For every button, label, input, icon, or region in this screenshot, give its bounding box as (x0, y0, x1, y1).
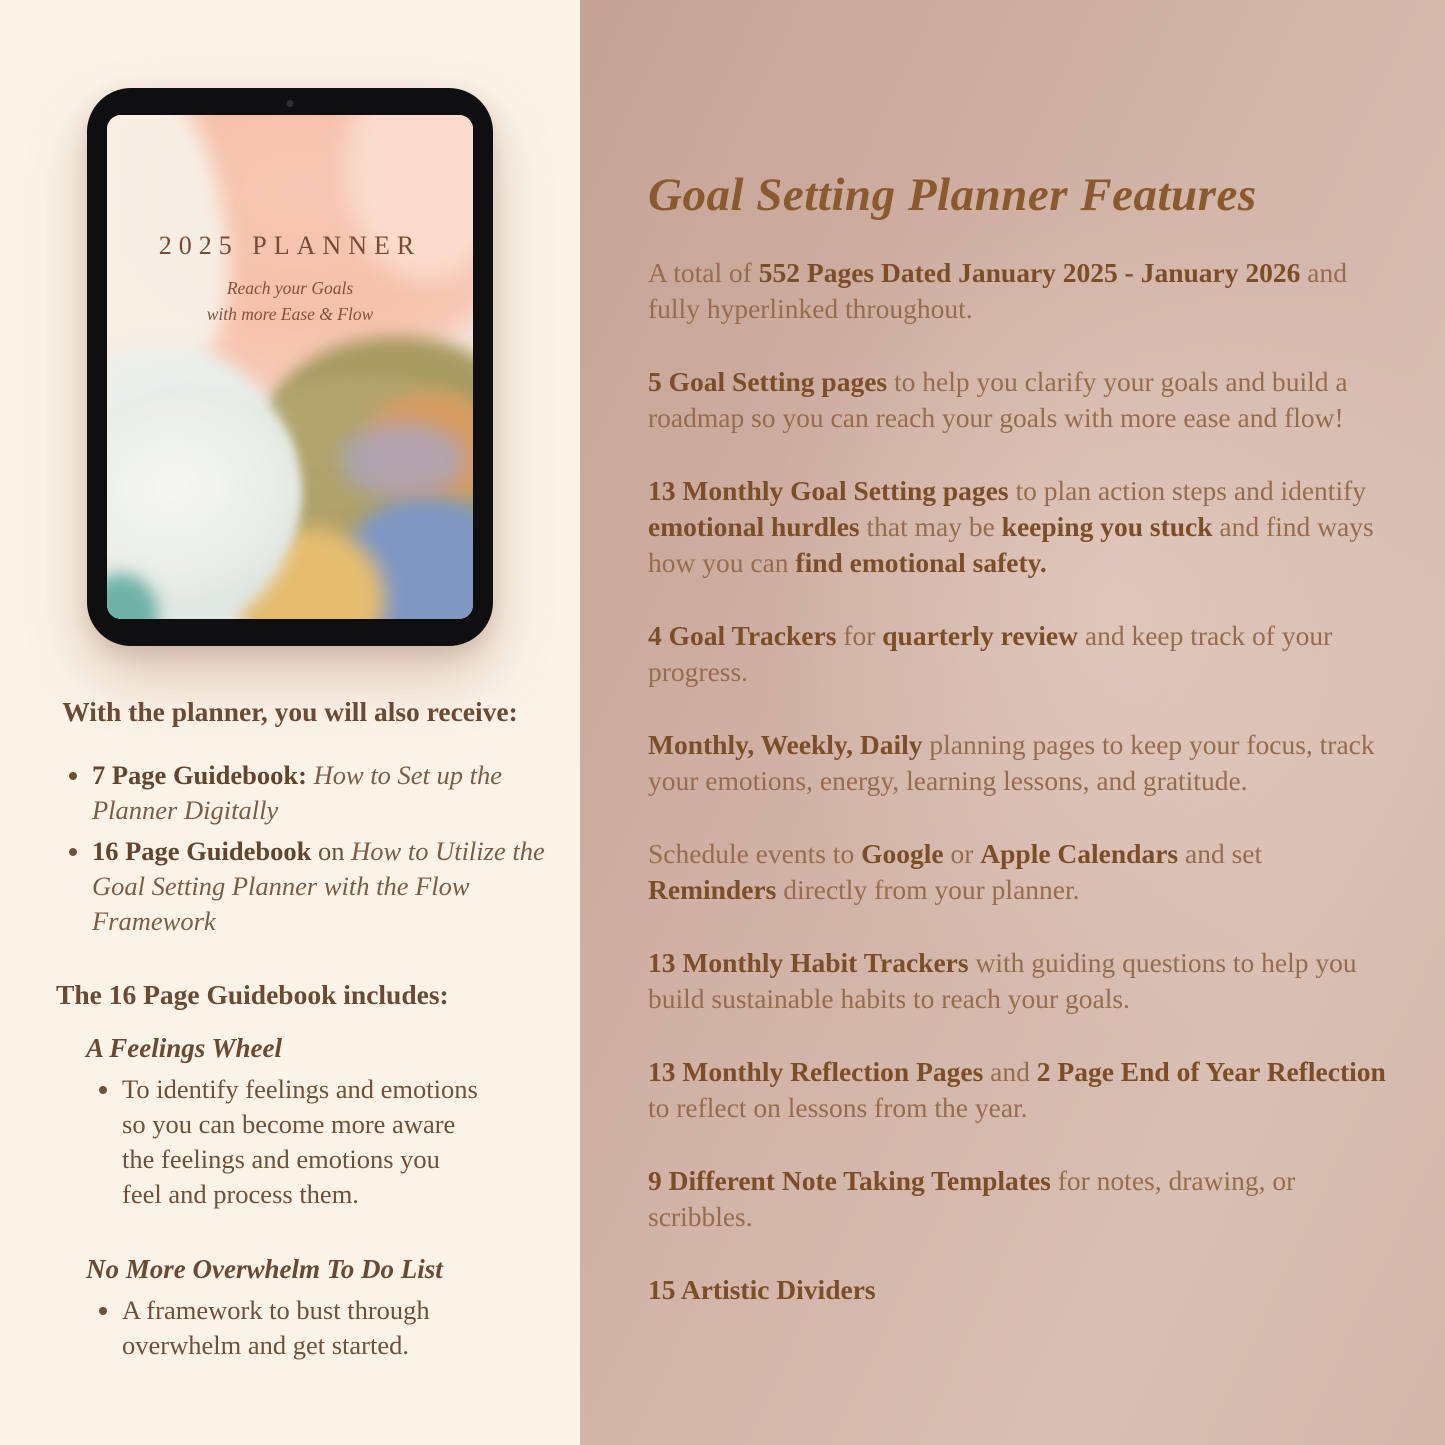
left-panel (0, 0, 580, 1445)
cover-text (107, 231, 473, 328)
page-title: Goal Setting Planner Features (648, 169, 1257, 221)
feature-paragraph-monthly-goal-setting: 13 Monthly Goal Setting pages to plan action steps and identify emotional hurdles that may be keeping you stuck and find ways how you can find emotional safety. (648, 475, 1374, 578)
list-item: • 16 Page Guidebook on How to Utilize the Goal Setting Planner with the Flow Framework (92, 834, 550, 939)
cover-subtitle-line1: Reach your Goals (226, 277, 354, 298)
feature-paragraph-artistic-dividers: 15 Artistic Dividers (648, 1274, 876, 1305)
list-item: • 7 Page Guidebook: How to Set up the Planner Digitally (92, 758, 550, 828)
cover-subtitle-line2: with more Ease & Flow (206, 304, 374, 325)
section-list (96, 1293, 484, 1363)
cover-subtitle (107, 275, 473, 328)
tablet-camera-dot (287, 100, 294, 107)
feature-paragraph-planning-pages: Monthly, Weekly, Daily planning pages to keep your focus, track your emotions, energy, learning lessons, and gratitude. (648, 729, 1375, 796)
tablet-mockup (0, 0, 580, 646)
feature-paragraph-goal-setting-pages: 5 Goal Setting pages to help you clarify your goals and build a roadmap so you can reach your goals with more ease and flow! (648, 366, 1348, 433)
feature-paragraph-reflection-pages: 13 Monthly Reflection Pages and 2 Page End of Year Reflection to reflect on lessons from the year. (648, 1056, 1386, 1123)
feature-paragraph-total-pages: A total of 552 Pages Dated January 2025 - January 2026 and fully hyperlinked throughout. (648, 257, 1347, 324)
features-panel (580, 0, 1445, 1445)
feature-paragraph-note-templates: 9 Different Note Taking Templates for notes, drawing, or scribbles. (648, 1165, 1296, 1232)
section-title: A Feelings Wheel (86, 1033, 283, 1063)
list-item: • To identify feelings and emotions so you can become more aware the feelings and emotions you feel and process them. (122, 1072, 484, 1212)
guidebook-heading: The 16 Page Guidebook includes: (56, 979, 449, 1010)
guidebook-section-no-overwhelm (0, 1254, 580, 1363)
planner-cover-screen (107, 115, 473, 619)
section-list (96, 1072, 484, 1212)
guidebook-section-feelings-wheel (0, 1033, 580, 1212)
receive-heading: With the planner, you will also receive: (62, 696, 518, 727)
section-title: No More Overwhelm To Do List (86, 1254, 443, 1284)
feature-paragraph-habit-trackers: 13 Monthly Habit Trackers with guiding questions to help you build sustainable habits to reach your goals. (648, 947, 1357, 1014)
receive-list (66, 758, 550, 939)
feature-paragraph-calendars: Schedule events to Google or Apple Calendars and set Reminders directly from your planner. (648, 838, 1263, 905)
tablet-frame (87, 88, 493, 646)
cover-title: 2025 PLANNER (158, 230, 422, 260)
feature-paragraph-goal-trackers: 4 Goal Trackers for quarterly review and keep track of your progress. (648, 620, 1333, 687)
list-item: • A framework to bust through overwhelm and get started. (122, 1293, 484, 1363)
cover-paint-lavender (341, 422, 465, 498)
